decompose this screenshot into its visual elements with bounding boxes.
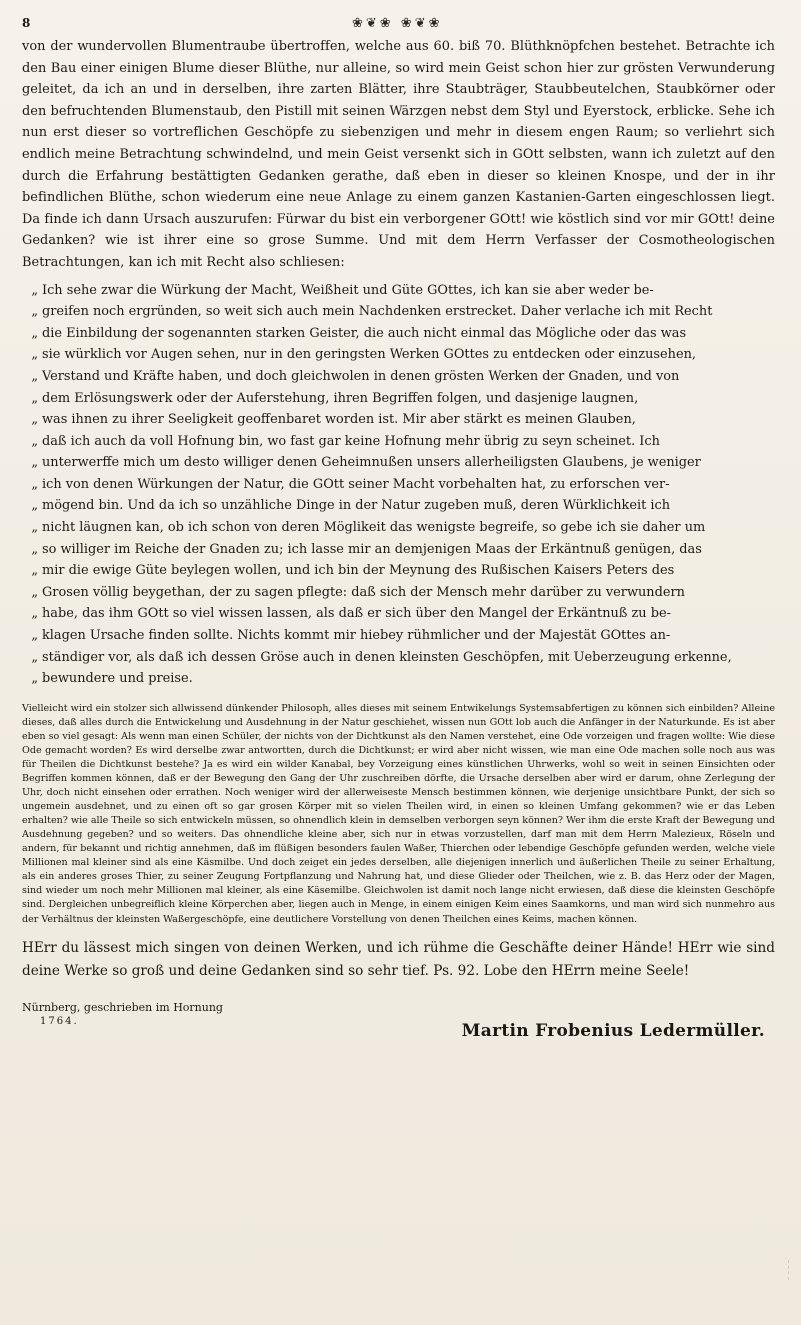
quote-mark: „ bbox=[31, 628, 38, 644]
quote-line bbox=[31, 409, 775, 431]
quote-line bbox=[31, 323, 775, 345]
quote-line-text: so williger im Reiche der Gnaden zu; ich lasse mir an demjenigen Maas der Erkäntnuß genügen, das bbox=[42, 541, 702, 557]
quote-line bbox=[31, 517, 775, 539]
quote-line bbox=[31, 647, 775, 669]
quote-line bbox=[31, 474, 775, 496]
quote-mark: „ bbox=[31, 520, 38, 536]
year-text: 1764. bbox=[40, 1015, 79, 1027]
page-header bbox=[22, 12, 775, 34]
quote-mark: „ bbox=[31, 368, 38, 384]
quote-mark: „ bbox=[31, 347, 38, 363]
quote-line-text: Ich sehe zwar die Würkung der Macht, Weißheit und Güte GOttes, ich kan sie aber weder be- bbox=[42, 282, 654, 298]
block-quote bbox=[22, 280, 775, 690]
author-signature: Martin Frobenius Ledermüller. bbox=[461, 1020, 765, 1041]
quote-line bbox=[31, 582, 775, 604]
quote-line bbox=[31, 280, 775, 302]
quote-mark: „ bbox=[31, 476, 38, 492]
header-ornament: ❀❦❀ ❀❦❀ bbox=[352, 15, 443, 31]
quote-line bbox=[31, 431, 775, 453]
closing-paragraph: HErr du lässest mich singen von deinen Werken, und ich rühme die Geschäfte deiner Hände! HErr wie sind deine Werke so groß und deine Gedanken sind so sehr tief. Ps. 92. Lobe den HErrn meine Seele! bbox=[22, 939, 775, 979]
quote-line-text: dem Erlösungswerk oder der Auferstehung, ihren Begriffen folgen, und dasjenige laugnen, bbox=[42, 390, 639, 406]
quote-mark: „ bbox=[31, 390, 38, 406]
place-text: Nürnberg, geschrieben im Hornung bbox=[22, 1000, 223, 1014]
quote-line bbox=[31, 603, 775, 625]
intro-paragraph: von der wundervollen Blumentraube übertroffen, welche aus 60. biß 70. Blüthknöpfchen bestehet. Betrachte ich den Bau einer einigen Blume dieser Blüthe, nur alleine, so wird mein Geist schon hier zur grösten Verwunderung geleitet, da ich an und in derselben, ihre zarten Blätter, ihre Staubträger, Staubbeutelchen, Staubkörner oder den befruchtenden Blumenstaub, den Pistill mit seinen Wärzgen nebst dem Styl und Eyerstock, erblicke. Sehe ich nun erst dieser so vortreflichen Geschöpfe zu siebenzigen und mehr in diesem engen Raum; so verliehrt sich endlich meine Betrachtung schwindelnd, und mein Geist versenkt sich in GOtt selbsten, wann ich zuletzt auf den durch die Erfahrung bestättigten Gedanken gerathe, daß eben in dieser so kleinen Knospe, und der in ihr befindlichen Blüthe, schon wiederum eine neue Anlage zu einem ganzen Kastanien-Garten eingeschlossen liegt. Da finde ich dann Ursach auszurufen: Fürwar du bist ein verborgener GOtt! wie köstlich sind vor mir GOtt! deine Gedanken? wie ist ihrer eine so grose Summe. Und mit dem Herrn Verfasser der Cosmotheologischen Betrachtungen, kan ich mit Recht also schliesen: bbox=[22, 39, 775, 270]
quote-mark: „ bbox=[31, 455, 38, 471]
quote-line-text: Grosen völlig beygethan, der zu sagen pflegte: daß sich der Mensch mehr darüber zu verwundern bbox=[42, 584, 685, 600]
quote-line-text: klagen Ursache finden sollte. Nichts kommt mir hiebey rühmlicher und der Majestät GOttes an- bbox=[42, 628, 671, 644]
footnote: Vielleicht wird ein stolzer sich allwissend dünkender Philosoph, alles dieses mit seinem Entwikelungs Systemsabfertigen zu können sich einbilden? Alleine dieses, daß alles durch die Entwickelung und Ausdehnung in der Natur geschiehet, wissen nun GOtt lob auch die Anfänger in der Naturkunde. Es ist aber eben so viel gesagt: Als wenn man einen Schüler, der nichts von der Dichtkunst als den Namen verstehet, eine Ode vorzeigen und fragen wollte: Wie diese Ode gemacht worden? Es wird derselbe zwar antwortten, durch die Dichtkunst; er wird aber nicht wissen, wie man eine Ode machen solle noch aus was für Theilen die Dichtkunst bestehe? Ja es wird ein wilder Kanabal, bey Vorzeigung eines künstlichen Uhrwerks, wohl so weit in seinen Einsichten oder Begriffen kommen können, daß er der Bewegung den Gang der Uhr zuschreiben dörfte, die Ursache derselben aber wird er darum, ohne Zerlegung der Uhr, doch nicht einsehen oder errathen. Noch weniger wird der allerweiseste Mensch bestimmen können, wie derjenige unsichtbare Punkt, der sich so ungemein ausdehnet, und zu einen oft so gar grosen Körper mit so vielen Theilen wird, in einen so kleinen Umfang gekommen? wie er das Leben erhalten? wie alle Theile so sich entwickeln müssen, so ohnendlich klein in demselben verborgen seyn können? Wer ihm die erste Kraft der Bewegung und Ausdehnung gegeben? und so weiters. Das ohnendliche kleine aber, sich nur in etwas vorzustellen, darf man mit dem Herrn Malezieux, Röseln und andern, für bekannt und richtig annehmen, daß im flüßigen besonders faulen Waßer, Thierchen oder lebendige Geschöpfe gefunden werden, welche viele Millionen mal kleiner sind als eine Käsmilbe. Und doch zeiget ein jedes derselben, alle diejenigen innerlich und äußerlichen Theile zu seiner Erhaltung, als ein anderes groses Thier, zu seiner Zeugung Fortpflanzung und Nahrung hat, und diese Glieder oder Theilchen, wie z. B. das Herz oder der Magen, sind wieder um noch mehr Millionen mal kleiner, als eine Käsemilbe. Gleichwolen ist damit noch lange nicht erwiesen, daß diese die kleinsten Geschöpfe sind. Dergleichen unbegreiflich kleine Körperchen aber, liegen auch in Menge, in einem einigen Keim eines Saamkorns, und man wird sich nunmehro aus der Verhältnus der kleinsten Waßergeschöpfe, eine deutlichere Vorstellung von denen Theilchen eines Keims, machen können. bbox=[22, 702, 775, 925]
quote-mark: „ bbox=[31, 671, 38, 687]
quote-mark: „ bbox=[31, 433, 38, 449]
quote-mark: „ bbox=[31, 412, 38, 428]
quote-line-text: Verstand und Kräfte haben, und doch gleichwolen in denen grösten Werken der Gnaden, und von bbox=[42, 368, 680, 384]
quote-line-text: bewundere und preise. bbox=[42, 671, 193, 687]
quote-line bbox=[31, 366, 775, 388]
quote-line-text: was ihnen zu ihrer Seeligkeit geoffenbaret worden ist. Mir aber stärkt es meinen Glauben, bbox=[42, 412, 636, 428]
quote-line-text: sie würklich vor Augen sehen, nur in den geringsten Werken GOttes zu entdecken oder einzusehen, bbox=[42, 347, 696, 363]
quote-line bbox=[31, 344, 775, 366]
quote-line-text: die Einbildung der sogenannten starken Geister, die auch nicht einmal das Mögliche oder das was bbox=[42, 325, 687, 341]
quote-mark: „ bbox=[31, 541, 38, 557]
quote-mark: „ bbox=[31, 325, 38, 341]
quote-line-text: unterwerffe mich um desto williger denen Geheimnußen unsers allerheiligsten Glaubens, je weniger bbox=[42, 455, 701, 471]
place-and-date bbox=[22, 1001, 223, 1029]
quote-mark: „ bbox=[31, 649, 38, 665]
paper-crease bbox=[788, 1260, 797, 1280]
quote-line bbox=[31, 560, 775, 582]
page-footer bbox=[22, 1001, 775, 1041]
quote-mark: „ bbox=[31, 498, 38, 514]
quote-line bbox=[31, 388, 775, 410]
quote-line-text: greifen noch ergründen, so weit sich auch mein Nachdenken erstrecket. Daher verlache ich mit Recht bbox=[42, 304, 713, 320]
quote-line bbox=[31, 495, 775, 517]
quote-mark: „ bbox=[31, 282, 38, 298]
quote-line-text: daß ich auch da voll Hofnung bin, wo fast gar keine Hofnung mehr übrig zu seyn scheinet. Ich bbox=[42, 433, 660, 449]
quote-line bbox=[31, 452, 775, 474]
quote-line-text: habe, das ihm GOtt so viel wissen lassen, als daß er sich über den Mangel der Erkäntnuß zu be- bbox=[42, 606, 671, 622]
quote-mark: „ bbox=[31, 563, 38, 579]
quote-mark: „ bbox=[31, 304, 38, 320]
quote-line bbox=[31, 301, 775, 323]
quote-line-text: mögend bin. Und da ich so unzähliche Dinge in der Natur zugeben muß, deren Würklichkeit ich bbox=[42, 498, 671, 514]
quote-line bbox=[31, 668, 775, 690]
quote-line-text: ständiger vor, als daß ich dessen Gröse auch in denen kleinsten Geschöpfen, mit Ueberzeugung erkenne, bbox=[42, 649, 732, 665]
quote-line bbox=[31, 625, 775, 647]
quote-line bbox=[31, 539, 775, 561]
quote-mark: „ bbox=[31, 606, 38, 622]
quote-mark: „ bbox=[31, 584, 38, 600]
page-number: 8 bbox=[22, 16, 31, 30]
quote-line-text: nicht läugnen kan, ob ich schon von deren Möglikeit das wenigste begreife, so gebe ich sie daher um bbox=[42, 520, 706, 536]
quote-line-text: mir die ewige Güte beylegen wollen, und ich bin der Meynung des Rußischen Kaisers Peters des bbox=[42, 563, 675, 579]
quote-line-text: ich von denen Würkungen der Natur, die GOtt seiner Macht vorbehalten hat, zu erforschen ver- bbox=[42, 476, 670, 492]
